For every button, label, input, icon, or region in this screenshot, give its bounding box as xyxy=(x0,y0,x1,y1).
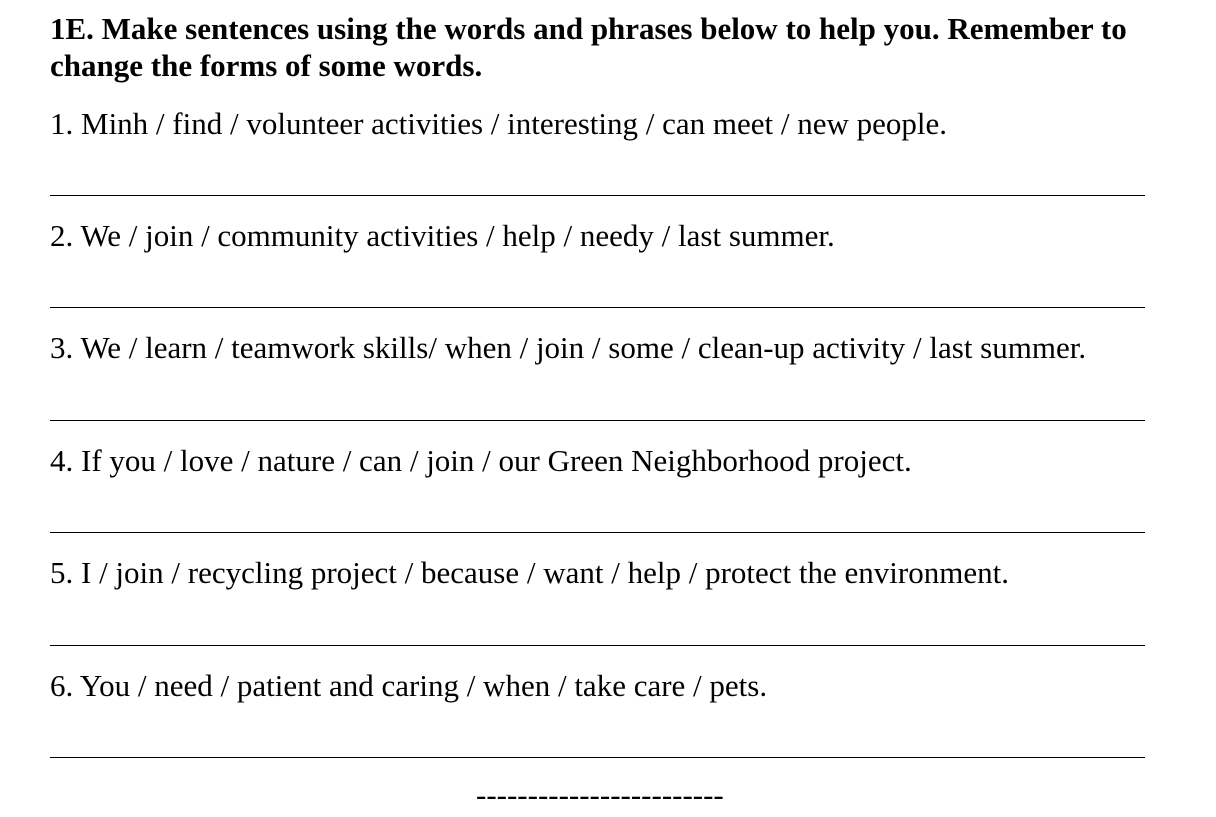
answer-line[interactable] xyxy=(50,195,1145,196)
item-prompt: 1. Minh / find / volunteer activities / interesting / can meet / new people. xyxy=(50,106,948,141)
item-prompt: 6. You / need / patient and caring / when / take care / pets. xyxy=(50,668,768,703)
item-prompt: 4. If you / love / nature / can / join / our Green Neighborhood project. xyxy=(50,443,912,478)
item-prompt: 5. I / join / recycling project / because / want / help / protect the environment. xyxy=(50,555,1009,590)
answer-line[interactable] xyxy=(50,645,1145,646)
exercise-instructions: 1E. Make sentences using the words and phrases below to help you. Remember to change the forms of some words. xyxy=(50,11,1127,83)
answer-line[interactable] xyxy=(50,532,1145,533)
section-end-divider: ------------------------ xyxy=(476,777,724,812)
answer-line[interactable] xyxy=(50,307,1145,308)
item-prompt: 2. We / join / community activities / help / needy / last summer. xyxy=(50,218,835,253)
answer-line[interactable] xyxy=(50,420,1145,421)
answer-line[interactable] xyxy=(50,757,1145,758)
item-prompt: 3. We / learn / teamwork skills/ when / join / some / clean-up activity / last summer. xyxy=(50,330,1087,365)
